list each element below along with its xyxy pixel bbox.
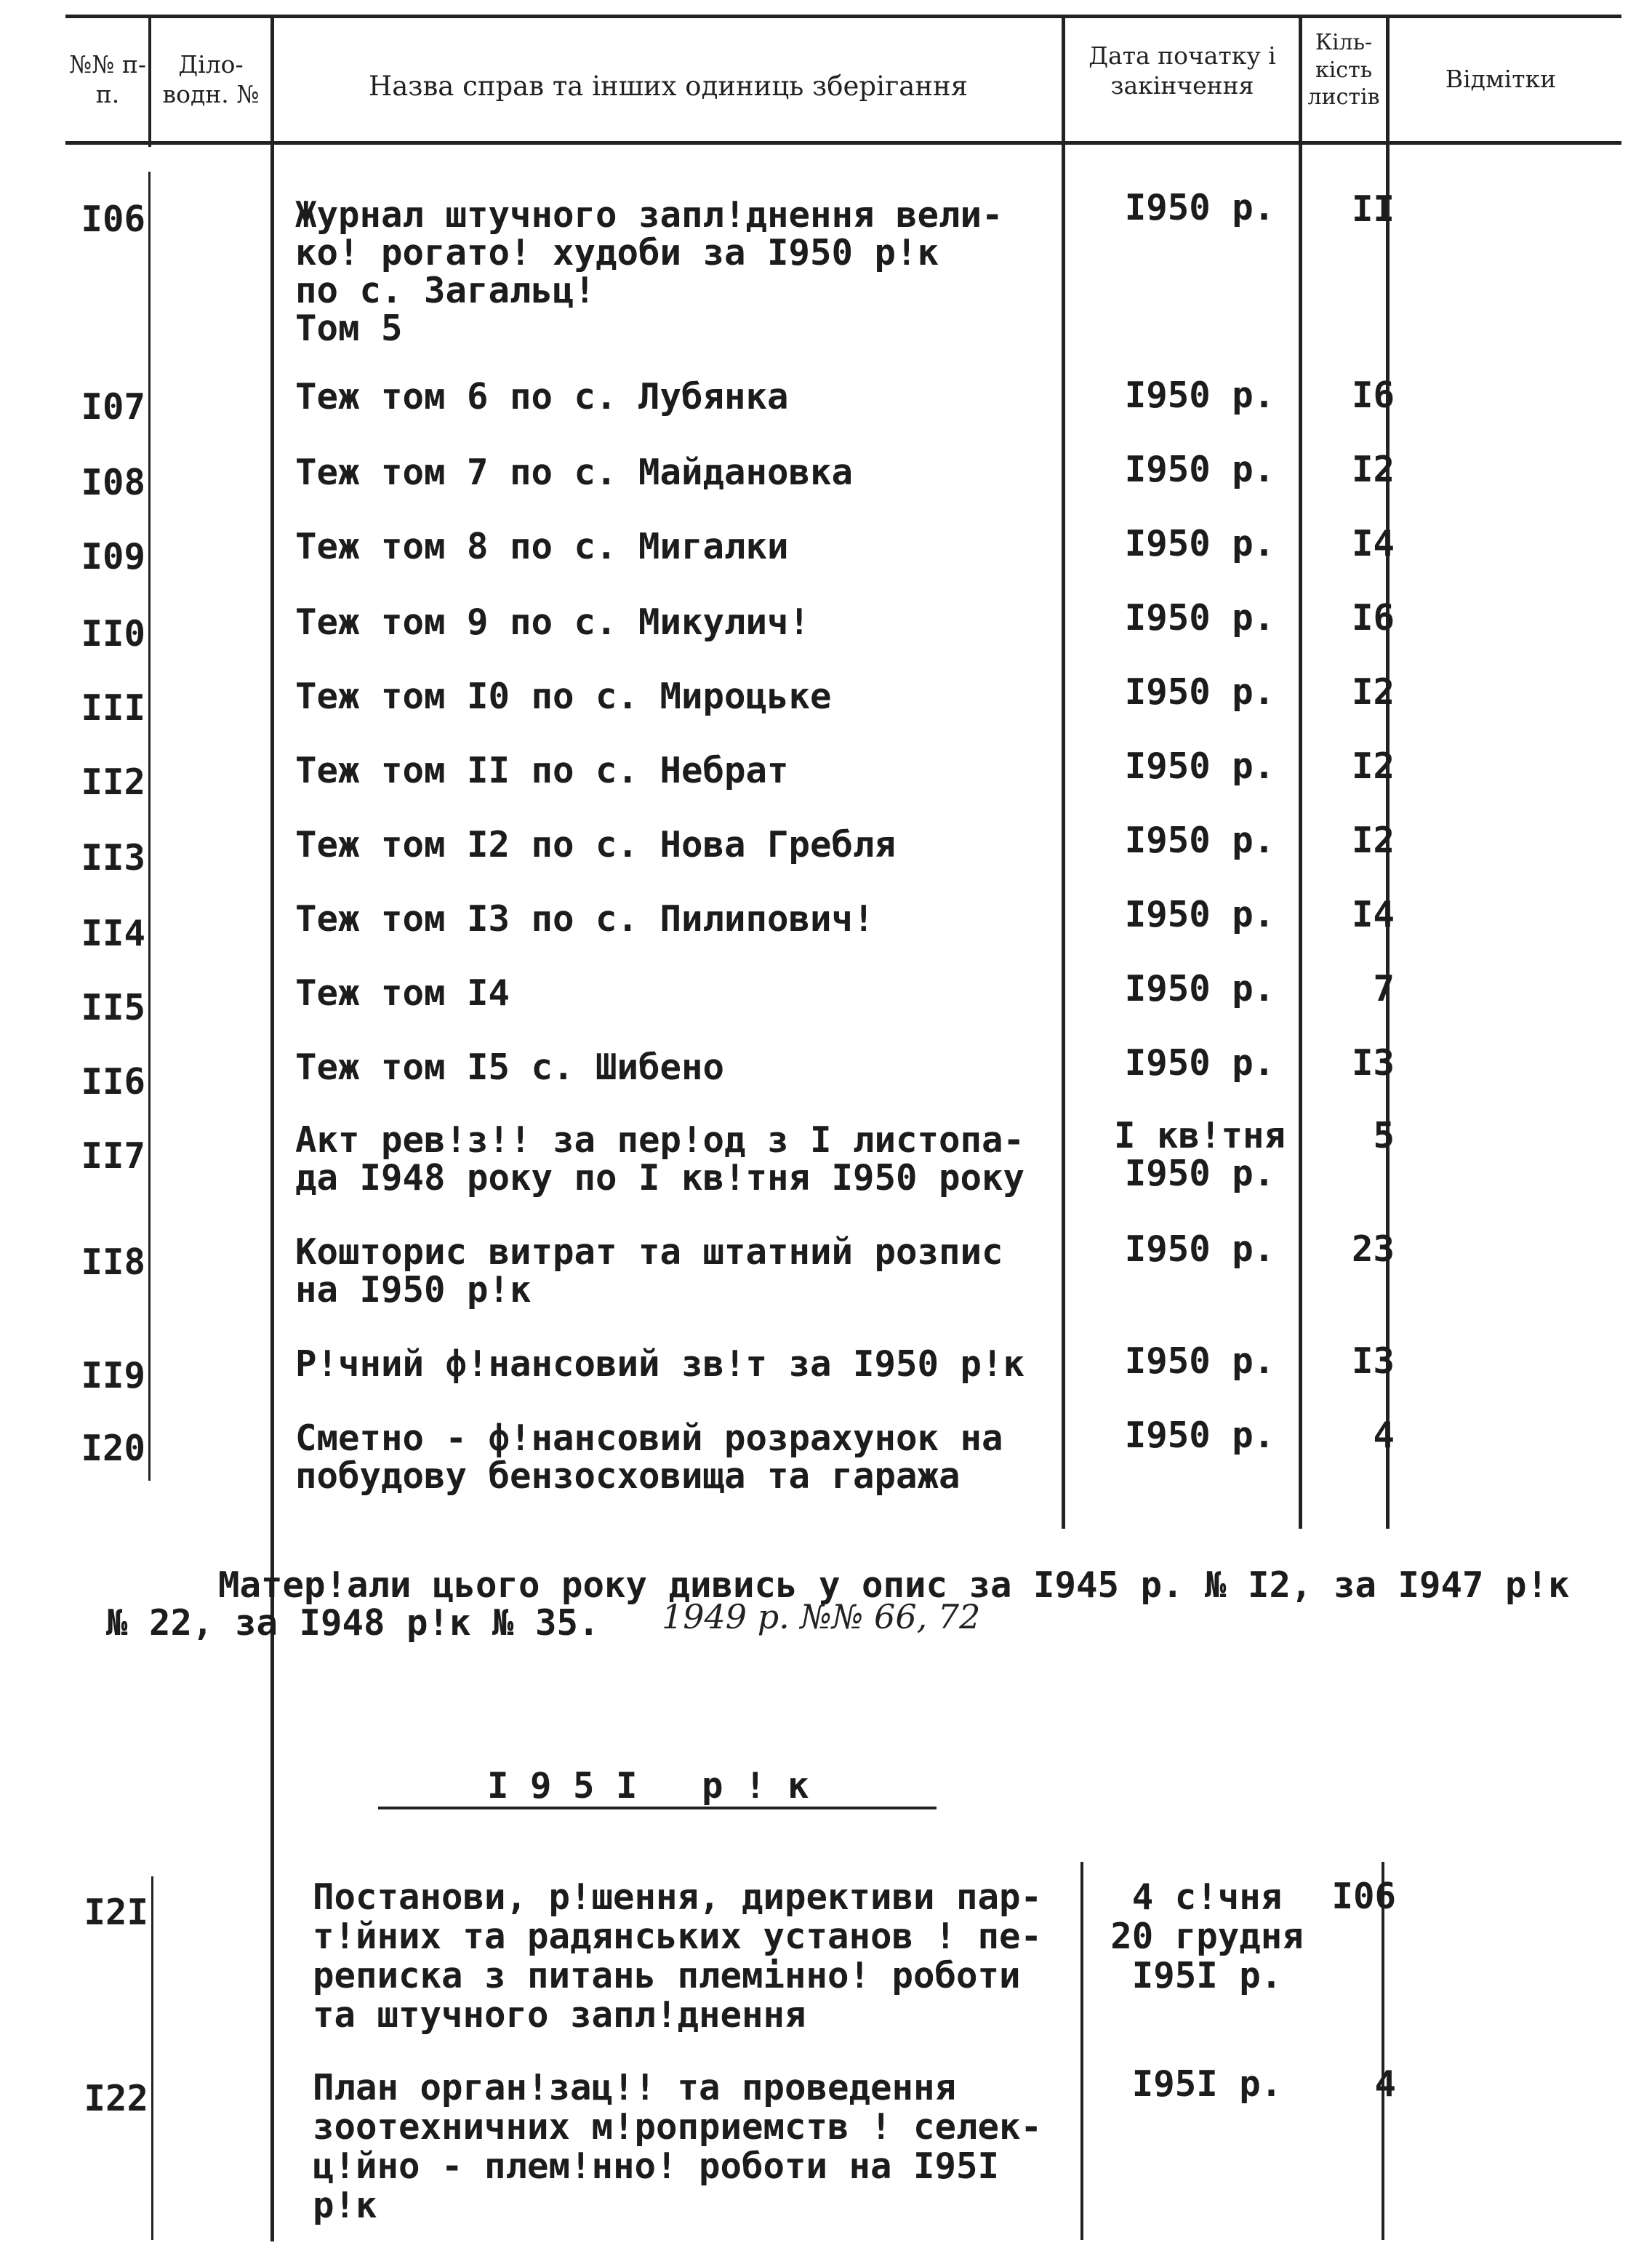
row-title: Теж том I0 по с. Мироцьке (295, 676, 832, 717)
row-number: II2 (81, 761, 145, 803)
row-dates: I950 р. (1124, 597, 1275, 639)
header-number: №№ п-п. (68, 50, 147, 109)
header-sheets: Кіль- кість листів (1307, 30, 1380, 110)
column-separator (1382, 1862, 1384, 2240)
row-sheets: 23 (1351, 1228, 1395, 1270)
note-line-2: № 22, за I948 р!к № 35. (106, 1602, 600, 1644)
row-dates: I950 р. (1124, 449, 1275, 490)
row-dates: I950 р. (1124, 523, 1275, 564)
row-dates: I950 р. (1124, 745, 1275, 787)
row-sheets: I3 (1351, 1340, 1395, 1382)
row-number: I20 (81, 1428, 145, 1469)
row-number: II5 (81, 987, 145, 1028)
column-separator (148, 16, 151, 147)
row-dates: I950 р. (1124, 671, 1275, 713)
section-year-heading: I 9 5 I р ! к (487, 1765, 809, 1807)
row-sheets: I4 (1351, 894, 1395, 935)
row-sheets: I2 (1351, 820, 1395, 861)
row-sheets: 4 (1373, 1415, 1395, 1456)
row-sheets: I3 (1351, 1042, 1395, 1084)
row-sheets: I6 (1351, 597, 1395, 639)
row-title: Акт рев!з!! за пер!од з I листопа- да I948 року по I кв!тня I950 року (295, 1119, 1025, 1199)
row-number: I09 (81, 536, 145, 577)
row-sheets: I06 (1331, 1876, 1396, 1917)
row-title: Теж том I4 (295, 972, 510, 1014)
row-number: II7 (81, 1135, 145, 1177)
row-sheets: 5 (1373, 1115, 1395, 1156)
row-title: Р!чний ф!нансовий зв!т за I950 р!к (295, 1343, 1025, 1385)
row-sheets: 7 (1373, 968, 1395, 1009)
row-dates: 4 с!чня 20 грудня I95I р. (1110, 1876, 1304, 1996)
row-title: Теж том I5 с. Шибено (295, 1047, 725, 1088)
row-sheets: II (1351, 188, 1395, 230)
row-title: План орган!зац!! та проведення зоотехничних м!роприемств ! селек- ц!йно - плем!нно! роботи на I95I р!к (313, 2067, 1043, 2226)
row-dates: I950 р. (1124, 894, 1275, 935)
row-dates: I950 р. (1124, 820, 1275, 861)
row-number: II9 (81, 1355, 145, 1396)
row-number: III (81, 687, 145, 729)
row-title: Теж том 6 по с. Лубянка (295, 376, 789, 417)
row-sheets: 4 (1374, 2063, 1396, 2105)
row-number: I22 (84, 2078, 148, 2119)
row-title: Теж том I3 по с. Пилипович! (295, 898, 875, 940)
row-title: Теж том 7 по с. Майдановка (295, 452, 854, 493)
note-line-1: Матер!али цього року дивись у опис за I945 р. № I2, за I947 р!к (218, 1564, 1570, 1606)
header-title: Назва справ та інших одиниць зберігання (368, 71, 969, 102)
row-title: Кошторис витрат та штатний розпис на I950 р!к (295, 1231, 1003, 1311)
row-number: I08 (81, 462, 145, 503)
row-dates: I950 р. (1124, 1228, 1275, 1270)
row-number: I06 (81, 199, 145, 240)
row-title: Теж том 8 по с. Мигалки (295, 526, 789, 567)
row-sheets: I2 (1351, 449, 1395, 490)
row-title: Сметно - ф!нансовий розрахунок на побудову бензосховища та гаража (295, 1417, 1003, 1497)
row-number: II6 (81, 1061, 145, 1103)
handwritten-note: 1949 р. №№ 66, 72 (662, 1597, 981, 1636)
row-sheets: I4 (1351, 523, 1395, 564)
row-number: II4 (81, 913, 145, 954)
column-separator (151, 1876, 153, 2240)
header-notes: Відмітки (1445, 65, 1557, 93)
header-dates: Дата початку і закінчення (1088, 41, 1276, 100)
row-dates: I950 р. (1124, 1340, 1275, 1382)
row-dates: I950 р. (1124, 1415, 1275, 1456)
row-title: Теж том 9 по с. Микулич! (295, 601, 811, 643)
row-number: I2I (84, 1892, 148, 1933)
row-dates: I950 р. (1124, 968, 1275, 1009)
row-title: Теж том II по с. Небрат (295, 750, 789, 791)
row-number: II0 (81, 613, 145, 655)
row-title: Постанови, р!шення, директиви пар- т!йних та радянських установ ! пе- реписка з питань племінно! роботи та штучного запл!днення (313, 1876, 1043, 2036)
section-year-underline (378, 1807, 937, 1809)
row-number: II3 (81, 837, 145, 879)
row-sheets: I2 (1351, 745, 1395, 787)
row-title: Журнал штучного запл!днення вели- ко! рогато! худоби за I950 р!к по с. Загальц! Том 5 (295, 194, 1003, 349)
column-separator (270, 16, 274, 2241)
row-title: Теж том I2 по с. Нова Гребля (295, 824, 897, 865)
row-dates: I950 р. (1124, 375, 1275, 416)
header-office-number: Діло- водн. № (162, 50, 260, 109)
row-dates: I95I р. (1131, 2063, 1283, 2105)
row-dates: I950 р. (1124, 187, 1275, 228)
row-dates: I кв!тня I950 р. (1113, 1115, 1286, 1194)
row-number: II8 (81, 1241, 145, 1283)
row-number: I07 (81, 386, 145, 428)
row-dates: I950 р. (1124, 1042, 1275, 1084)
column-separator (148, 172, 151, 1481)
row-sheets: I2 (1351, 671, 1395, 713)
row-sheets: I6 (1351, 375, 1395, 416)
